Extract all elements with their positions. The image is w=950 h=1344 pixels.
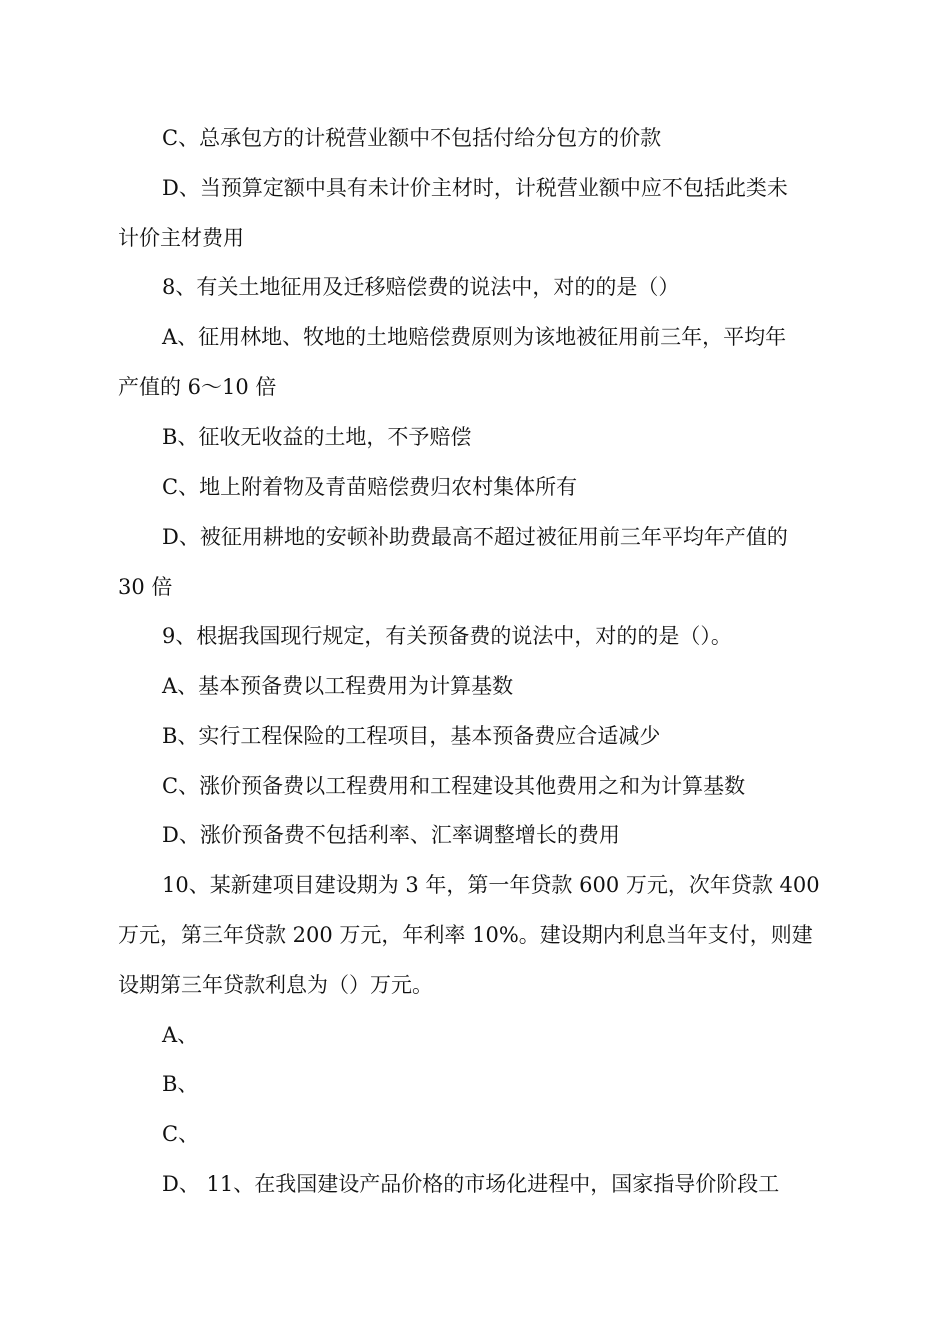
option-b-q8: B、征收无收益的土地，不予赔偿 bbox=[162, 425, 472, 449]
option-a-q10: A、 bbox=[162, 1023, 199, 1047]
option-c-q10: C、 bbox=[162, 1122, 200, 1146]
option-d-q8: D、被征用耕地的安顿补助费最高不超过被征用前三年平均年产值的 bbox=[162, 525, 788, 549]
question-9: 9、根据我国现行规定，有关预备费的说法中，对的的是（）。 bbox=[162, 624, 732, 648]
option-b-q9: B、实行工程保险的工程项目，基本预备费应合适减少 bbox=[162, 724, 661, 748]
question-10-continued-2: 设期第三年贷款利息为（）万元。 bbox=[118, 973, 433, 997]
question-10-continued-1: 万元，第三年贷款 200 万元，年利率 10%。建设期内利息当年支付，则建 bbox=[118, 923, 813, 947]
option-d-q10-and-question-11: D、 11、在我国建设产品价格的市场化进程中，国家指导价阶段工 bbox=[162, 1172, 780, 1196]
option-c-q8: C、地上附着物及青苗赔偿费归农村集体所有 bbox=[162, 475, 578, 499]
option-a-q8: A、征用林地、牧地的土地赔偿费原则为该地被征用前三年，平均年 bbox=[162, 325, 787, 349]
option-d-q7-continued: 计价主材费用 bbox=[118, 226, 244, 250]
question-8: 8、有关土地征用及迁移赔偿费的说法中，对的的是（） bbox=[162, 275, 680, 299]
option-d-q7: D、当预算定额中具有未计价主材时，计税营业额中应不包括此类未 bbox=[162, 176, 788, 200]
option-a-q8-continued: 产值的 6～10 倍 bbox=[118, 375, 277, 399]
option-c-q9: C、涨价预备费以工程费用和工程建设其他费用之和为计算基数 bbox=[162, 774, 746, 798]
question-10: 10、某新建项目建设期为 3 年，第一年贷款 600 万元，次年贷款 400 bbox=[162, 873, 820, 897]
option-d-q9: D、涨价预备费不包括利率、汇率调整增长的费用 bbox=[162, 823, 620, 847]
option-c-q7: C、总承包方的计税营业额中不包括付给分包方的价款 bbox=[162, 126, 662, 150]
option-a-q9: A、基本预备费以工程费用为计算基数 bbox=[162, 674, 514, 698]
option-d-q8-continued: 30 倍 bbox=[118, 575, 173, 599]
option-b-q10: B、 bbox=[162, 1072, 199, 1096]
